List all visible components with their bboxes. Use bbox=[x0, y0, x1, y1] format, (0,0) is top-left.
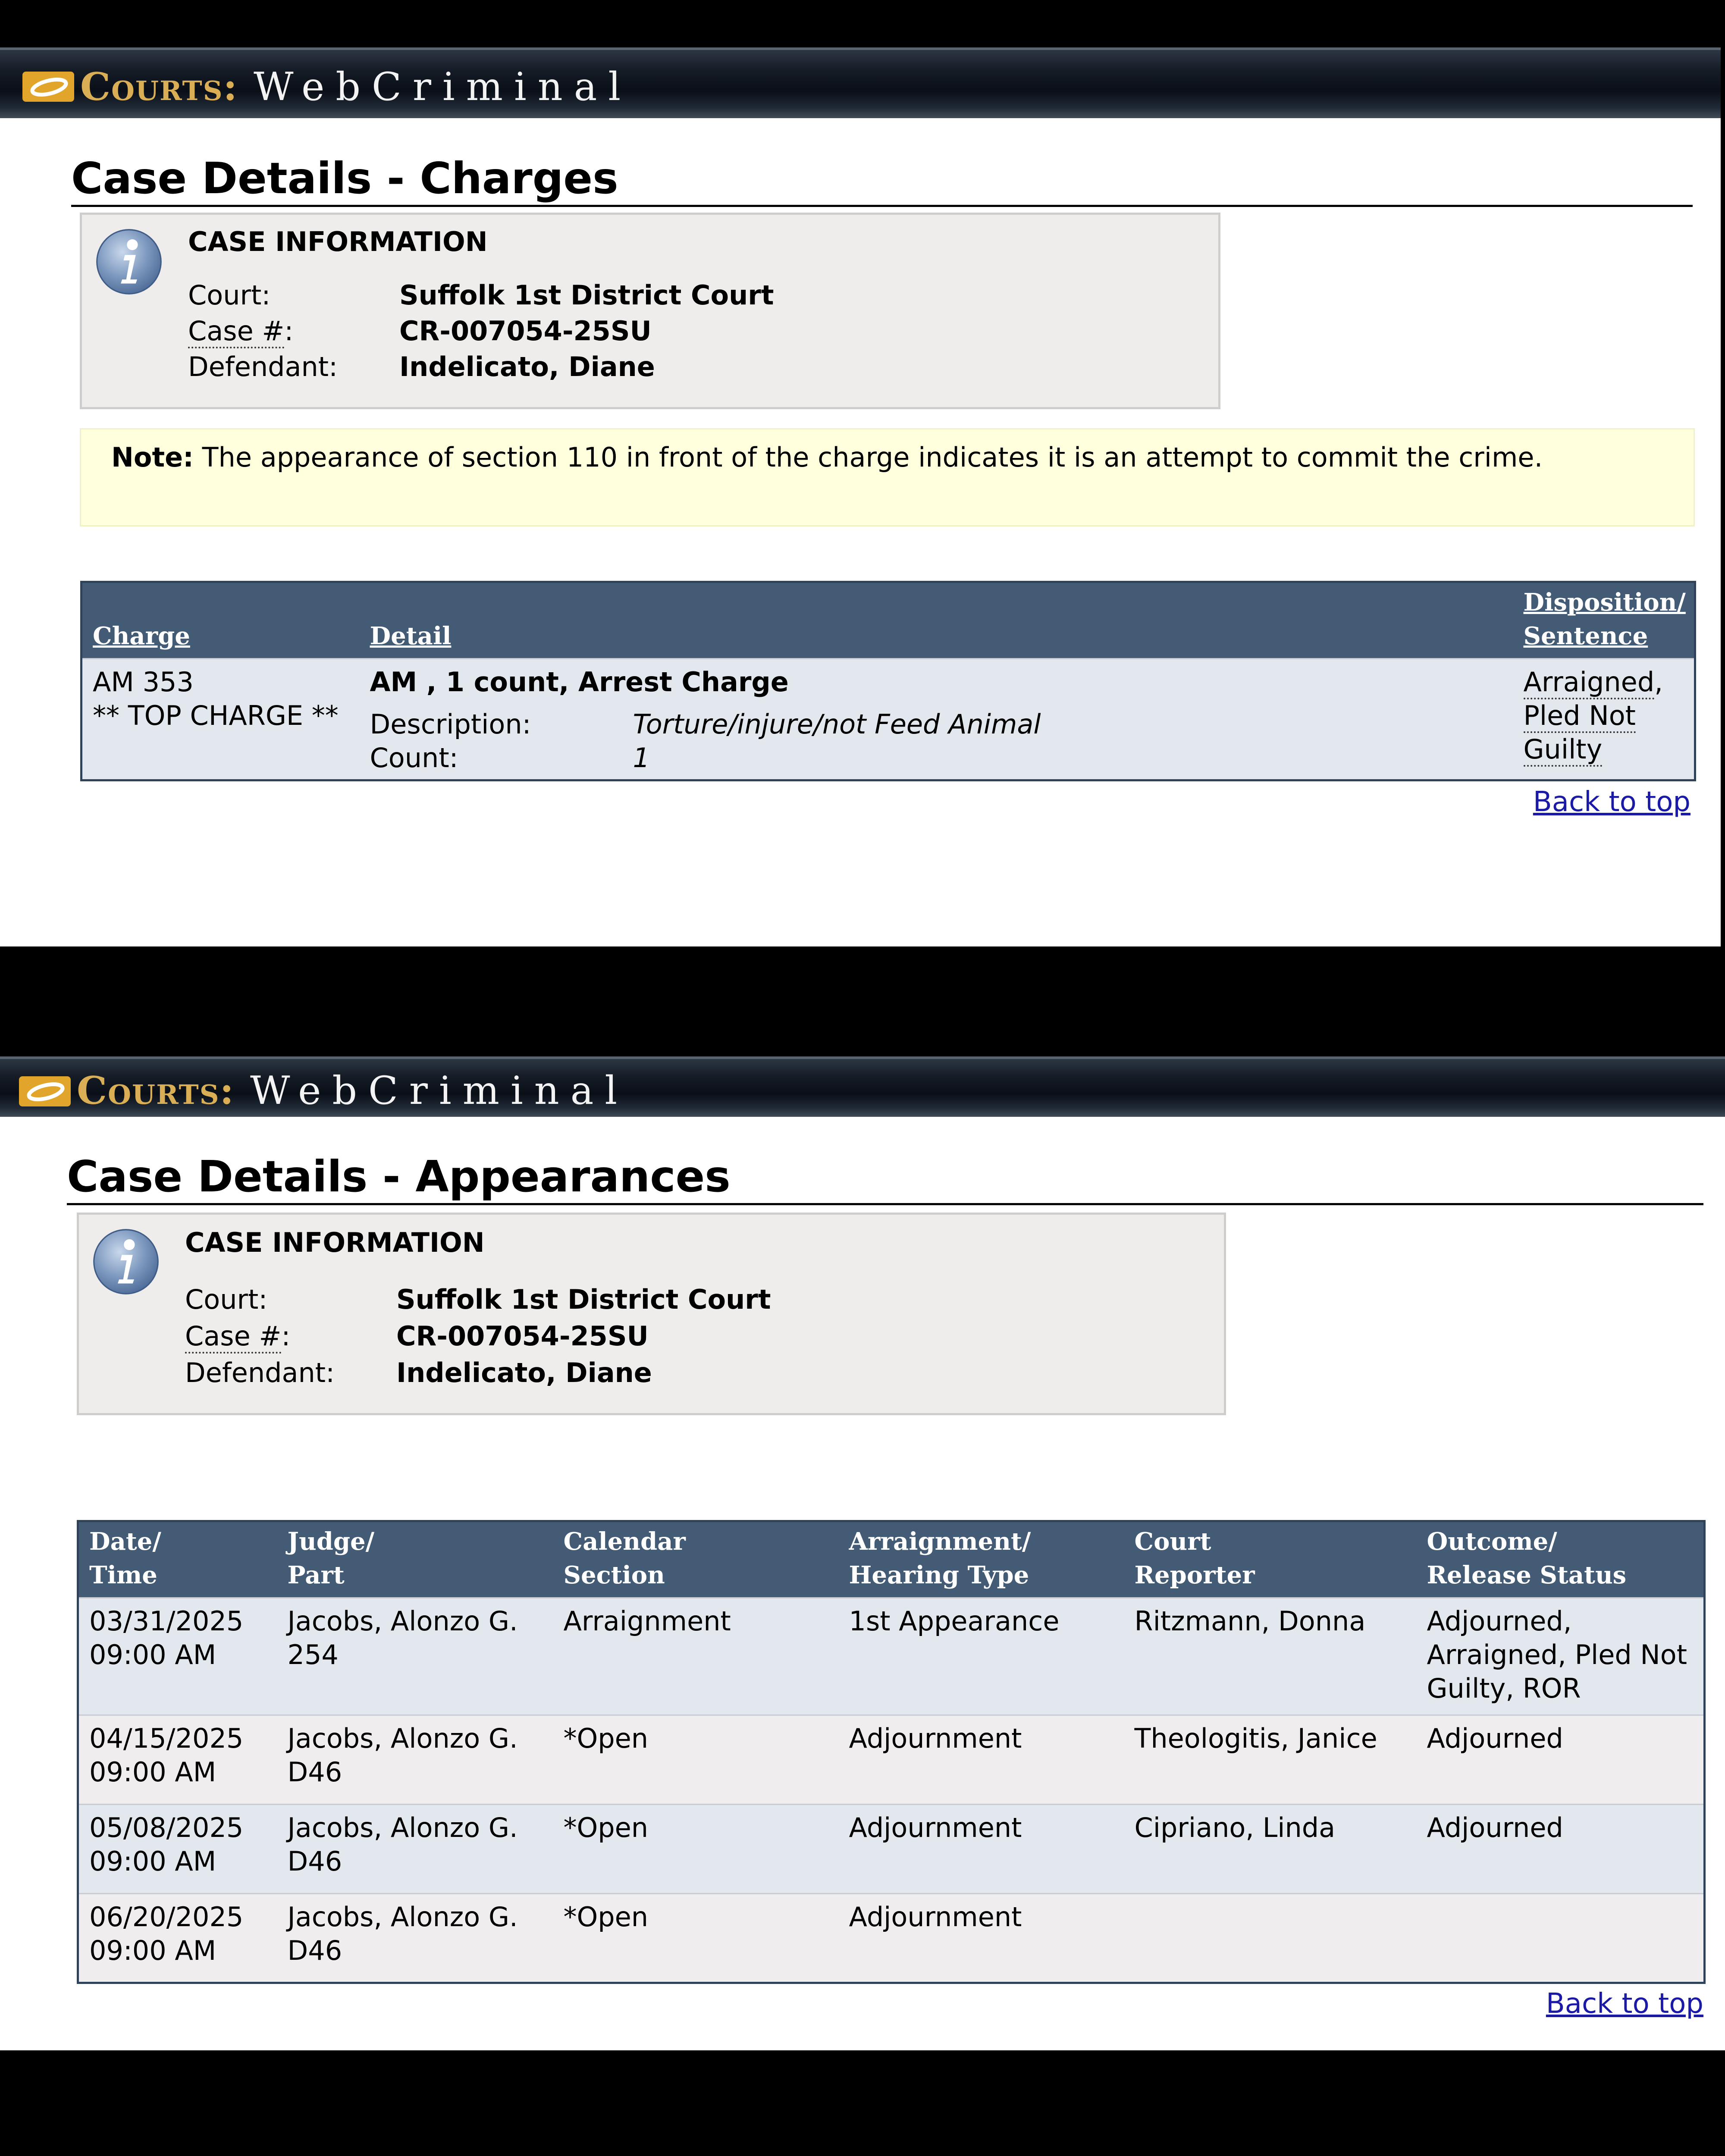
judge-part-column-header: Judge/ Part bbox=[277, 1521, 553, 1598]
appearances-panel bbox=[0, 1056, 1725, 2050]
case-number-colon: : bbox=[281, 1320, 291, 1352]
charges-panel bbox=[0, 47, 1721, 946]
judge-part-cell: Jacobs, Alonzo G. D46 bbox=[277, 1715, 553, 1805]
hearing-type-cell: Adjournment bbox=[839, 1894, 1124, 1983]
case-number-label: Case # bbox=[188, 315, 284, 348]
detail-column-header[interactable]: Detail bbox=[360, 582, 1513, 659]
page-title: Case Details - Appearances bbox=[67, 1151, 731, 1202]
outcome-column-header: Outcome/ Release Status bbox=[1417, 1521, 1705, 1598]
calendar-section-cell: *Open bbox=[553, 1894, 839, 1983]
court-value: Suffolk 1st District Court bbox=[396, 1284, 771, 1315]
charge-row bbox=[82, 659, 1695, 780]
defendant-value: Indelicato, Diane bbox=[396, 1357, 652, 1388]
appearances-table bbox=[77, 1520, 1706, 1984]
count-row bbox=[370, 741, 1503, 775]
case-number-colon: : bbox=[284, 315, 294, 347]
outcome-cell bbox=[1417, 1894, 1705, 1983]
description-row bbox=[370, 708, 1503, 741]
title-rule bbox=[67, 1203, 1703, 1205]
hearing-type-cell: Adjournment bbox=[839, 1715, 1124, 1805]
appearances-header-row bbox=[78, 1521, 1705, 1598]
case-number-value: CR-007054-25SU bbox=[399, 315, 652, 347]
court-value: Suffolk 1st District Court bbox=[399, 279, 774, 311]
back-to-top-link[interactable]: Back to top bbox=[1533, 786, 1690, 818]
court-row bbox=[185, 1284, 771, 1315]
case-information-box bbox=[80, 213, 1220, 409]
charge-column-header[interactable]: Charge bbox=[82, 582, 360, 659]
courts-logo-icon bbox=[22, 72, 74, 102]
charge-detail-title: AM , 1 count, Arrest Charge bbox=[370, 666, 789, 698]
info-icon bbox=[92, 1228, 160, 1296]
court-reporter-cell: Theologitis, Janice bbox=[1124, 1715, 1417, 1805]
count-value: 1 bbox=[633, 742, 650, 774]
court-label: Court: bbox=[188, 279, 271, 311]
courts-label: Courts: bbox=[80, 64, 238, 109]
defendant-value: Indelicato, Diane bbox=[399, 351, 655, 382]
date-time-cell: 03/31/2025 09:00 AM bbox=[78, 1598, 277, 1715]
back-to-top-link[interactable]: Back to top bbox=[1546, 1988, 1703, 2020]
case-number-value: CR-007054-25SU bbox=[396, 1320, 649, 1352]
charges-header-row bbox=[82, 582, 1695, 659]
date-time-cell: 05/08/2025 09:00 AM bbox=[78, 1805, 277, 1894]
calendar-section-column-header: Calendar Section bbox=[553, 1521, 839, 1598]
outcome-cell: Adjourned, Arraigned, Pled Not Guilty, ROR bbox=[1417, 1598, 1705, 1715]
info-icon bbox=[95, 228, 163, 296]
court-label: Court: bbox=[185, 1284, 268, 1315]
calendar-section-cell: *Open bbox=[553, 1805, 839, 1894]
description-label: Description: bbox=[370, 708, 531, 740]
defendant-row bbox=[185, 1357, 652, 1388]
courts-logo-icon bbox=[19, 1076, 71, 1106]
court-reporter-cell: Cipriano, Linda bbox=[1124, 1805, 1417, 1894]
hearing-type-cell: 1st Appearance bbox=[839, 1598, 1124, 1715]
app-banner bbox=[0, 1056, 1725, 1117]
courts-label: Courts: bbox=[77, 1068, 235, 1113]
date-time-cell: 06/20/2025 09:00 AM bbox=[78, 1894, 277, 1983]
note-text: The appearance of section 110 in front of the charge indicates it is an attempt to commit the crime. bbox=[193, 442, 1543, 473]
case-information-heading: CASE INFORMATION bbox=[185, 1227, 485, 1258]
title-rule bbox=[71, 205, 1693, 207]
defendant-row bbox=[188, 351, 655, 382]
appearance-row bbox=[78, 1598, 1705, 1715]
appearance-row bbox=[78, 1894, 1705, 1983]
case-information-box bbox=[77, 1213, 1226, 1415]
note-label: Note: bbox=[111, 442, 194, 473]
disposition-cell[interactable] bbox=[1513, 659, 1695, 780]
charges-table bbox=[80, 581, 1696, 781]
court-reporter-cell: Ritzmann, Donna bbox=[1124, 1598, 1417, 1715]
disposition-guilty[interactable]: Guilty bbox=[1524, 733, 1603, 767]
court-row bbox=[188, 279, 774, 311]
appearance-row bbox=[78, 1715, 1705, 1805]
page-title: Case Details - Charges bbox=[71, 153, 618, 204]
case-number-row bbox=[188, 315, 652, 347]
outcome-cell: Adjourned bbox=[1417, 1715, 1705, 1805]
calendar-section-cell: *Open bbox=[553, 1715, 839, 1805]
outcome-cell: Adjourned bbox=[1417, 1805, 1705, 1894]
case-information-heading: CASE INFORMATION bbox=[188, 226, 488, 257]
date-time-cell: 04/15/2025 09:00 AM bbox=[78, 1715, 277, 1805]
case-number-label: Case # bbox=[185, 1320, 281, 1354]
app-name: WebCriminal bbox=[253, 64, 632, 110]
judge-part-cell: Jacobs, Alonzo G. D46 bbox=[277, 1894, 553, 1983]
app-banner bbox=[0, 47, 1721, 118]
count-label: Count: bbox=[370, 742, 458, 774]
defendant-label: Defendant: bbox=[188, 351, 338, 382]
appearance-row bbox=[78, 1805, 1705, 1894]
disposition-arraigned[interactable]: Arraigned bbox=[1524, 666, 1655, 699]
top-charge-label: ** TOP CHARGE ** bbox=[93, 700, 339, 731]
description-value: Torture/injure/not Feed Animal bbox=[633, 708, 1041, 740]
attempt-note bbox=[80, 428, 1695, 526]
court-reporter-column-header: Court Reporter bbox=[1124, 1521, 1417, 1598]
judge-part-cell: Jacobs, Alonzo G. D46 bbox=[277, 1805, 553, 1894]
app-brand bbox=[80, 63, 632, 110]
calendar-section-cell: Arraignment bbox=[553, 1598, 839, 1715]
detail-cell bbox=[360, 659, 1513, 780]
hearing-type-column-header: Arraignment/ Hearing Type bbox=[839, 1521, 1124, 1598]
judge-part-cell: Jacobs, Alonzo G. 254 bbox=[277, 1598, 553, 1715]
disposition-pled-not[interactable]: Pled Not bbox=[1524, 700, 1636, 733]
app-name: WebCriminal bbox=[250, 1068, 629, 1113]
disposition-comma: , bbox=[1654, 666, 1663, 698]
hearing-type-cell: Adjournment bbox=[839, 1805, 1124, 1894]
app-brand bbox=[77, 1067, 628, 1114]
case-number-row bbox=[185, 1320, 649, 1352]
charge-cell bbox=[82, 659, 360, 780]
charge-code: AM 353 bbox=[93, 666, 194, 698]
defendant-label: Defendant: bbox=[185, 1357, 335, 1388]
date-time-column-header: Date/ Time bbox=[78, 1521, 277, 1598]
court-reporter-cell bbox=[1124, 1894, 1417, 1983]
disposition-column-header[interactable]: Disposition/ Sentence bbox=[1513, 582, 1695, 659]
